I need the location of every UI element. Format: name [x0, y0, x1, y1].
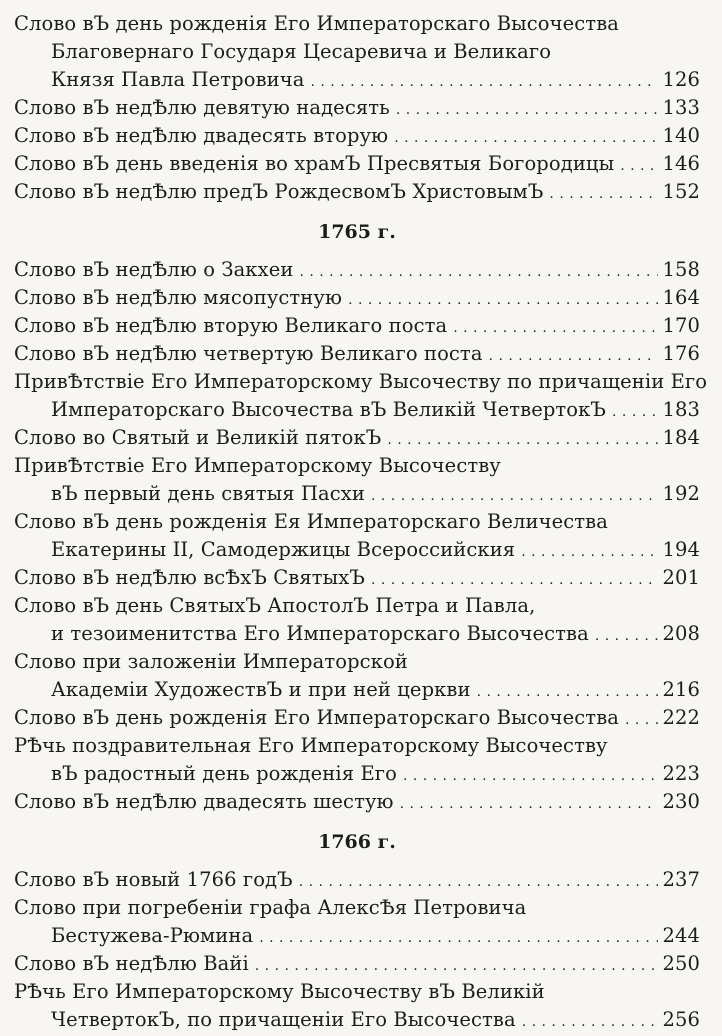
toc-entry: [14, 178, 700, 206]
entry-text: Князя Павла Петровича: [51, 68, 305, 91]
entry-title-line: [14, 150, 700, 178]
dot-leader: [612, 396, 658, 426]
entry-text: Слово при погребеніи графа АлексѢя Петровича: [14, 896, 527, 919]
page-number: 222: [662, 706, 700, 729]
dot-leader: [259, 922, 658, 952]
entry-text: Слово вЪ недѢлю вторую Великаго поста: [14, 314, 448, 337]
page-number: 146: [662, 152, 700, 175]
page-number: 208: [662, 622, 700, 645]
page-number: 216: [662, 678, 700, 701]
dot-leader: [453, 312, 658, 342]
entry-title-line: [14, 866, 700, 894]
page-number: 158: [662, 258, 700, 281]
entry-text: Слово при заложеніи Императорской: [14, 650, 408, 673]
toc-entry: [14, 312, 700, 340]
entry-title-line: [14, 592, 700, 620]
entry-title-line: [14, 648, 700, 676]
entry-text: Слово вЪ недѢлю мясопустную: [14, 286, 343, 309]
page-number: 192: [662, 482, 700, 505]
page-number: 250: [662, 952, 700, 975]
dot-leader: [620, 150, 658, 180]
entry-continuation-line: [14, 396, 700, 424]
entry-text: ЧетвертокЪ, по причащеніи Его Высочества: [51, 1008, 516, 1031]
toc-entry: [14, 978, 700, 1034]
toc-entry: [14, 648, 700, 704]
toc-entry: [14, 950, 700, 978]
entry-text: и тезоименитства Его Императорскаго Высочества: [51, 622, 589, 645]
toc-entry: [14, 284, 700, 312]
entry-text: ПривѢтствіе Его Императорскому Высочеству: [14, 454, 501, 477]
entry-title-line: [14, 452, 700, 480]
entry-continuation-line: [14, 66, 700, 94]
entry-title-line: [14, 312, 700, 340]
entry-title-line: [14, 256, 700, 284]
entry-text: Слово во Святый и Великій пятокЪ: [14, 426, 382, 449]
entry-title-line: [14, 732, 700, 760]
entry-text: Екатерины II, Самодержицы Всероссийския: [51, 538, 516, 561]
entry-continuation-line: [14, 38, 700, 66]
toc-entry: [14, 452, 700, 508]
page-number: 126: [662, 68, 700, 91]
entry-continuation-line: [14, 760, 700, 788]
entry-continuation-line: [14, 676, 700, 704]
entry-continuation-line: [14, 620, 700, 648]
entry-title-line: [14, 950, 700, 978]
year-heading: 1765 г.: [318, 221, 396, 243]
entry-title-line: [14, 340, 700, 368]
page-number: 133: [662, 96, 700, 119]
entry-text: Слово вЪ недѢлю предЪ РождесвомЪ ХристовымЪ: [14, 180, 544, 203]
toc-entry: [14, 564, 700, 592]
entry-text: Слово вЪ день рожденія Его Императорскаго Высочества: [14, 706, 619, 729]
entry-title-line: [14, 10, 700, 38]
page-number: 223: [662, 762, 700, 785]
dot-leader: [522, 1006, 659, 1036]
toc-entry: [14, 368, 708, 424]
dot-leader: [348, 284, 658, 314]
dot-leader: [299, 866, 659, 896]
toc-entry: [14, 256, 700, 284]
page-number: 170: [662, 314, 700, 337]
entry-text: Слово вЪ недѢлю двадесять шестую: [14, 790, 394, 813]
entry-text: Слово вЪ недѢлю двадесять вторую: [14, 124, 389, 147]
page-number: 230: [662, 790, 700, 813]
toc-entry: [14, 732, 700, 788]
entry-text: Слово вЪ недѢлю о Закхеи: [14, 258, 294, 281]
entry-title-line: [14, 894, 700, 922]
toc-entry: [14, 508, 700, 564]
dot-leader: [403, 760, 659, 790]
entry-continuation-line: [14, 536, 700, 564]
dot-leader: [625, 704, 658, 734]
entry-text: Академіи ХудожествЪ и при ней церкви: [51, 678, 471, 701]
entry-continuation-line: [14, 1006, 700, 1034]
entry-title-line: [14, 508, 700, 536]
page-number: 164: [662, 286, 700, 309]
toc-entry: [14, 894, 700, 950]
entry-text: РѢчь Его Императорскому Высочеству вЪ Великій: [14, 980, 545, 1003]
entry-title-line: [14, 94, 700, 122]
entry-title-line: [14, 284, 700, 312]
year-heading: 1766 г.: [318, 831, 396, 853]
entry-title-line: [14, 368, 708, 396]
page-number: 176: [662, 342, 700, 365]
entry-text: Слово вЪ день введенія во храмЪ Пресвятыя Богородицы: [14, 152, 615, 175]
entry-text: Бестужева-Рюмина: [51, 924, 254, 947]
dot-leader: [371, 480, 658, 510]
toc-entry: [14, 340, 700, 368]
dot-leader: [299, 256, 658, 286]
entry-text: Слово вЪ недѢлю Вайі: [14, 952, 249, 975]
toc-entry: [14, 788, 700, 816]
dot-leader: [595, 620, 659, 650]
entry-text: Императорскаго Высочества вЪ Великій ЧетвертокЪ: [51, 398, 607, 421]
toc-entry: [14, 866, 700, 894]
toc-entry: [14, 150, 700, 178]
entry-continuation-line: [14, 480, 700, 508]
entry-text: вЪ первый день святыя Пасхи: [51, 482, 365, 505]
dot-leader: [549, 178, 658, 208]
page-number: 201: [662, 566, 700, 589]
entry-title-line: [14, 424, 700, 452]
dot-leader: [396, 94, 659, 124]
page-number: 244: [662, 924, 700, 947]
entry-text: РѢчь поздравительная Его Императорскому Высочеству: [14, 734, 608, 757]
dot-leader: [394, 122, 658, 152]
entry-text: Слово вЪ новый 1766 годЪ: [14, 868, 293, 891]
entry-title-line: [14, 788, 700, 816]
toc-entry: [14, 10, 700, 94]
entry-continuation-line: [14, 922, 700, 950]
entry-text: вЪ радостный день рожденія Его: [51, 762, 397, 785]
toc-entry: [14, 424, 700, 452]
page-number: 184: [662, 426, 700, 449]
toc-entry: [14, 122, 700, 150]
entry-text: Слово вЪ недѢлю всѢхЪ СвятыхЪ: [14, 566, 365, 589]
entry-text: ПривѢтствіе Его Императорскому Высочеству по причащеніи Его: [14, 370, 708, 393]
dot-leader: [371, 564, 659, 594]
toc-entry: [14, 704, 700, 732]
entry-text: Слово вЪ недѢлю четвертую Великаго поста: [14, 342, 483, 365]
dot-leader: [311, 66, 659, 96]
dot-leader: [387, 424, 658, 454]
entry-text: Слово вЪ день рожденія Его Императорскаго Высочества: [14, 12, 619, 35]
page-number: 256: [662, 1008, 700, 1031]
toc-entry: [14, 94, 700, 122]
entry-title-line: [14, 704, 700, 732]
dot-leader: [400, 788, 659, 818]
page-number: 183: [662, 398, 700, 421]
page-number: 194: [662, 538, 700, 561]
page-number: 152: [662, 180, 700, 203]
entry-text: Благовернаго Государя Цесаревича и Великаго: [51, 40, 552, 63]
entry-title-line: [14, 564, 700, 592]
page-number: 140: [662, 124, 700, 147]
page-number: 237: [662, 868, 700, 891]
entry-text: Слово вЪ день рожденія Ея Императорскаго Величества: [14, 510, 608, 533]
dot-leader: [521, 536, 658, 566]
entry-title-line: [14, 122, 700, 150]
dot-leader: [477, 676, 659, 706]
entry-text: Слово вЪ недѢлю девятую надесять: [14, 96, 390, 119]
dot-leader: [255, 950, 659, 980]
toc-entry: [14, 592, 700, 648]
entry-text: Слово вЪ день СвятыхЪ АпостолЪ Петра и Павла,: [14, 594, 536, 617]
entry-title-line: [14, 178, 700, 206]
dot-leader: [489, 340, 659, 370]
